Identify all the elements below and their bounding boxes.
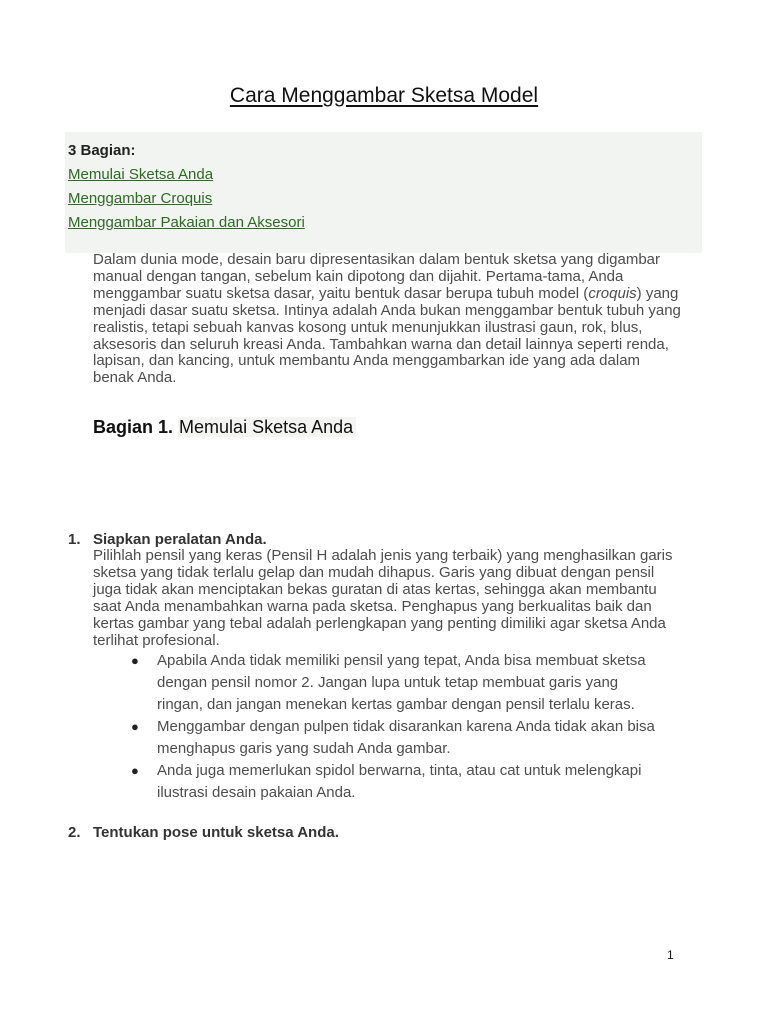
toc-link-menggambar-croquis[interactable]: Menggambar Croquis [68,190,213,207]
bullet-dot-icon: ● [131,763,139,778]
intro-italic-term: croquis [588,284,637,302]
section-prefix: Bagian 1. [93,417,174,437]
page-number: 1 [667,948,674,962]
bullet-text: Apabila Anda tidak memiliki pensil yang tepat, Anda bisa membuat sketsa dengan pensil nomor 2. Jangan lupa untuk tetap membuat garis yang ringan, dan jangan menekan kertas gambar dengan pensil terlalu keras. [157,652,646,713]
section-name: Memulai Sketsa Anda [178,417,356,437]
step-number: 1. [68,531,81,548]
section-heading [93,417,356,438]
step-title: Siapkan peralatan Anda. [93,531,267,548]
page-title: Cara Menggambar Sketsa Model [229,84,539,107]
step-1-bullet-list [128,650,658,804]
bullet-text: Anda juga memerlukan spidol berwarna, tinta, atau cat untuk melengkapi ilustrasi desain pakaian Anda. [157,762,642,801]
step-title: Tentukan pose untuk sketsa Anda. [93,824,339,841]
intro-paragraph [93,252,683,387]
step-body: Pilihlah pensil yang keras (Pensil H adalah jenis yang terbaik) yang menghasilkan garis sketsa yang tidak terlalu gelap dan mudah dihapus. Garis yang dibuat dengan pensil juga tidak akan menciptakan bekas guratan di atas kertas, sehingga akan membantu saat Anda menambahkan warna pada sketsa. Penghapus yang berkualitas baik dan kertas gambar yang tebal adalah perlengkapan yang penting dimiliki agar sketsa Anda terlihat profesional. [93,547,673,649]
bullet-item [128,760,658,804]
step-number: 2. [68,824,81,841]
bullet-text: Menggambar dengan pulpen tidak disarankan karena Anda tidak akan bisa menghapus garis yang sudah Anda gambar. [157,718,655,757]
toc-heading: 3 Bagian: [68,142,136,159]
table-of-contents [65,132,702,253]
bullet-dot-icon: ● [131,719,139,734]
bullet-item [128,716,658,760]
intro-text-end: ) yang menjadi dasar suatu sketsa. Intinya adalah Anda bukan menggambar bentuk tubuh yang realistis, tetapi sebuah kanvas kosong untuk menunjukkan ilustrasi gaun, rok, blus, aksesoris dan seluruh kreasi Anda. Tambahkan warna dan detail lainnya seperti renda, lapisan, dan kancing, untuk membantu Anda menggambarkan ide yang ada dalam benak Anda. [93,284,681,387]
bullet-item [128,650,658,716]
toc-link-memulai-sketsa[interactable]: Memulai Sketsa Anda [68,166,214,183]
bullet-dot-icon: ● [131,653,139,668]
intro-text-start: Dalam dunia mode, desain baru dipresentasikan dalam bentuk sketsa yang digambar manual dengan tangan, sebelum kain dipotong dan dijahit. Pertama-tama, Anda menggambar suatu sketsa dasar, yaitu bentuk dasar berupa tubuh model ( [93,251,661,302]
toc-link-menggambar-pakaian[interactable]: Menggambar Pakaian dan Aksesori [68,214,305,231]
